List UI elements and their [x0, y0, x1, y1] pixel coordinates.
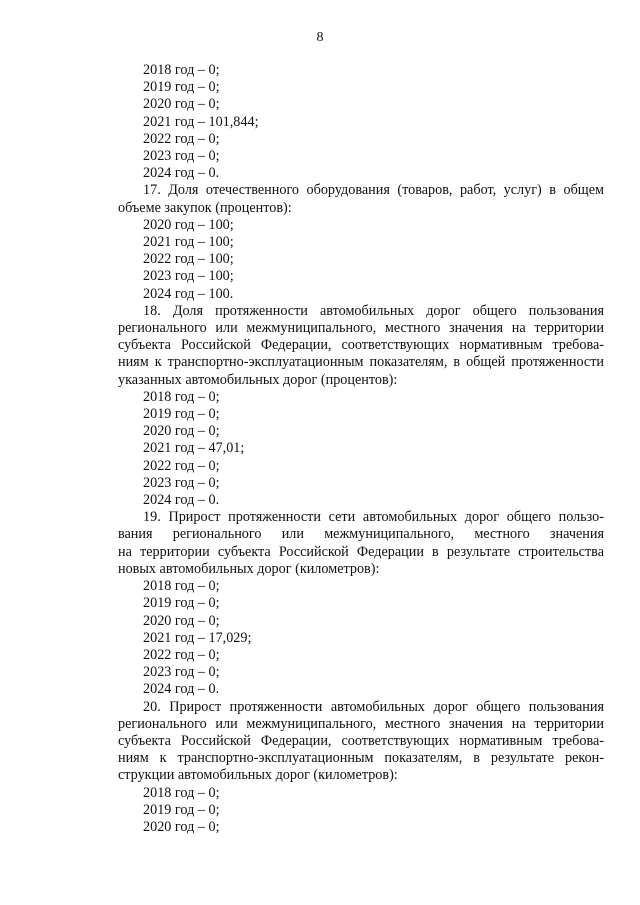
- indicator-20: [118, 699, 604, 837]
- year-list-block1: [118, 62, 604, 182]
- indicator-20-text: струкции автомобильных дорог (километров):: [118, 767, 398, 784]
- year-line: 2021 год – 100;: [143, 234, 234, 251]
- year-line: 2020 год – 0;: [143, 818, 220, 835]
- year-line: 2018 год – 0;: [143, 784, 220, 801]
- year-line: 2018 год – 0;: [143, 62, 220, 78]
- year-line: 2020 год – 0;: [143, 612, 220, 629]
- year-line: 2022 год – 100;: [143, 251, 234, 268]
- year-line: 2020 год – 0;: [143, 423, 220, 440]
- year-line: 2024 год – 0.: [143, 681, 220, 698]
- year-line: 2019 год – 0;: [143, 595, 220, 612]
- indicator-19-text: новых автомобильных дорог (километров):: [118, 560, 380, 577]
- year-line: 2024 год – 0.: [143, 165, 220, 182]
- indicator-19-text: вания регионального или межмуниципального, местного значения: [118, 526, 604, 543]
- year-line: 2019 год – 0;: [143, 406, 220, 423]
- indicator-17: [118, 182, 604, 302]
- year-line: 2019 год – 0;: [143, 801, 220, 818]
- indicator-19-heading: 19. Прирост протяженности сети автомобильных дорог общего пользо-: [143, 509, 604, 526]
- year-line: 2022 год – 0;: [143, 457, 220, 474]
- page-number: 8: [316, 30, 324, 45]
- year-line: 2022 год – 0;: [143, 646, 220, 663]
- indicator-20-text: субъекта Российской Федерации, соответствующих нормативным требова-: [118, 732, 604, 749]
- indicator-18: [118, 303, 604, 509]
- year-line: 2023 год – 0;: [143, 148, 220, 165]
- document-body: [118, 62, 604, 836]
- indicator-17-heading: 17. Доля отечественного оборудования (товаров, работ, услуг) в общем: [143, 182, 604, 199]
- indicator-20-text: регионального или межмуниципального, местного значения на территории: [118, 715, 604, 732]
- indicator-18-heading: 18. Доля протяженности автомобильных дорог общего пользования: [143, 302, 604, 319]
- year-line: 2018 год – 0;: [143, 388, 220, 405]
- year-line: 2018 год – 0;: [143, 578, 220, 595]
- indicator-18-text: ниям к транспортно-эксплуатационным показателям, в общей протяженности: [118, 354, 604, 371]
- year-line: 2023 год – 0;: [143, 474, 220, 491]
- indicator-20-heading: 20. Прирост протяженности автомобильных дорог общего пользования: [143, 698, 604, 715]
- indicator-17-text: объеме закупок (процентов):: [118, 199, 292, 216]
- year-line: 2024 год – 100.: [143, 285, 234, 302]
- year-line: 2023 год – 100;: [143, 268, 234, 285]
- indicator-20-text: ниям к транспортно-эксплуатационным показателям, в результате рекон-: [118, 750, 604, 767]
- indicator-18-text: субъекта Российской Федерации, соответствующих нормативным требова-: [118, 337, 604, 354]
- indicator-19-text: на территории субъекта Российской Федерации в результате строительства: [118, 543, 604, 560]
- indicator-19: [118, 509, 604, 698]
- year-line: 2019 год – 0;: [143, 79, 220, 96]
- indicator-18-text: регионального или межмуниципального, местного значения на территории: [118, 320, 604, 337]
- indicator-18-text: указанных автомобильных дорог (процентов):: [118, 371, 398, 388]
- year-line: 2023 год – 0;: [143, 664, 220, 681]
- year-line: 2021 год – 47,01;: [143, 440, 245, 457]
- year-line: 2021 год – 17,029;: [143, 629, 252, 646]
- year-line: 2022 год – 0;: [143, 130, 220, 147]
- year-line: 2020 год – 100;: [143, 216, 234, 233]
- year-line: 2024 год – 0.: [143, 492, 220, 509]
- year-line: 2020 год – 0;: [143, 96, 220, 113]
- year-line: 2021 год – 101,844;: [143, 113, 259, 130]
